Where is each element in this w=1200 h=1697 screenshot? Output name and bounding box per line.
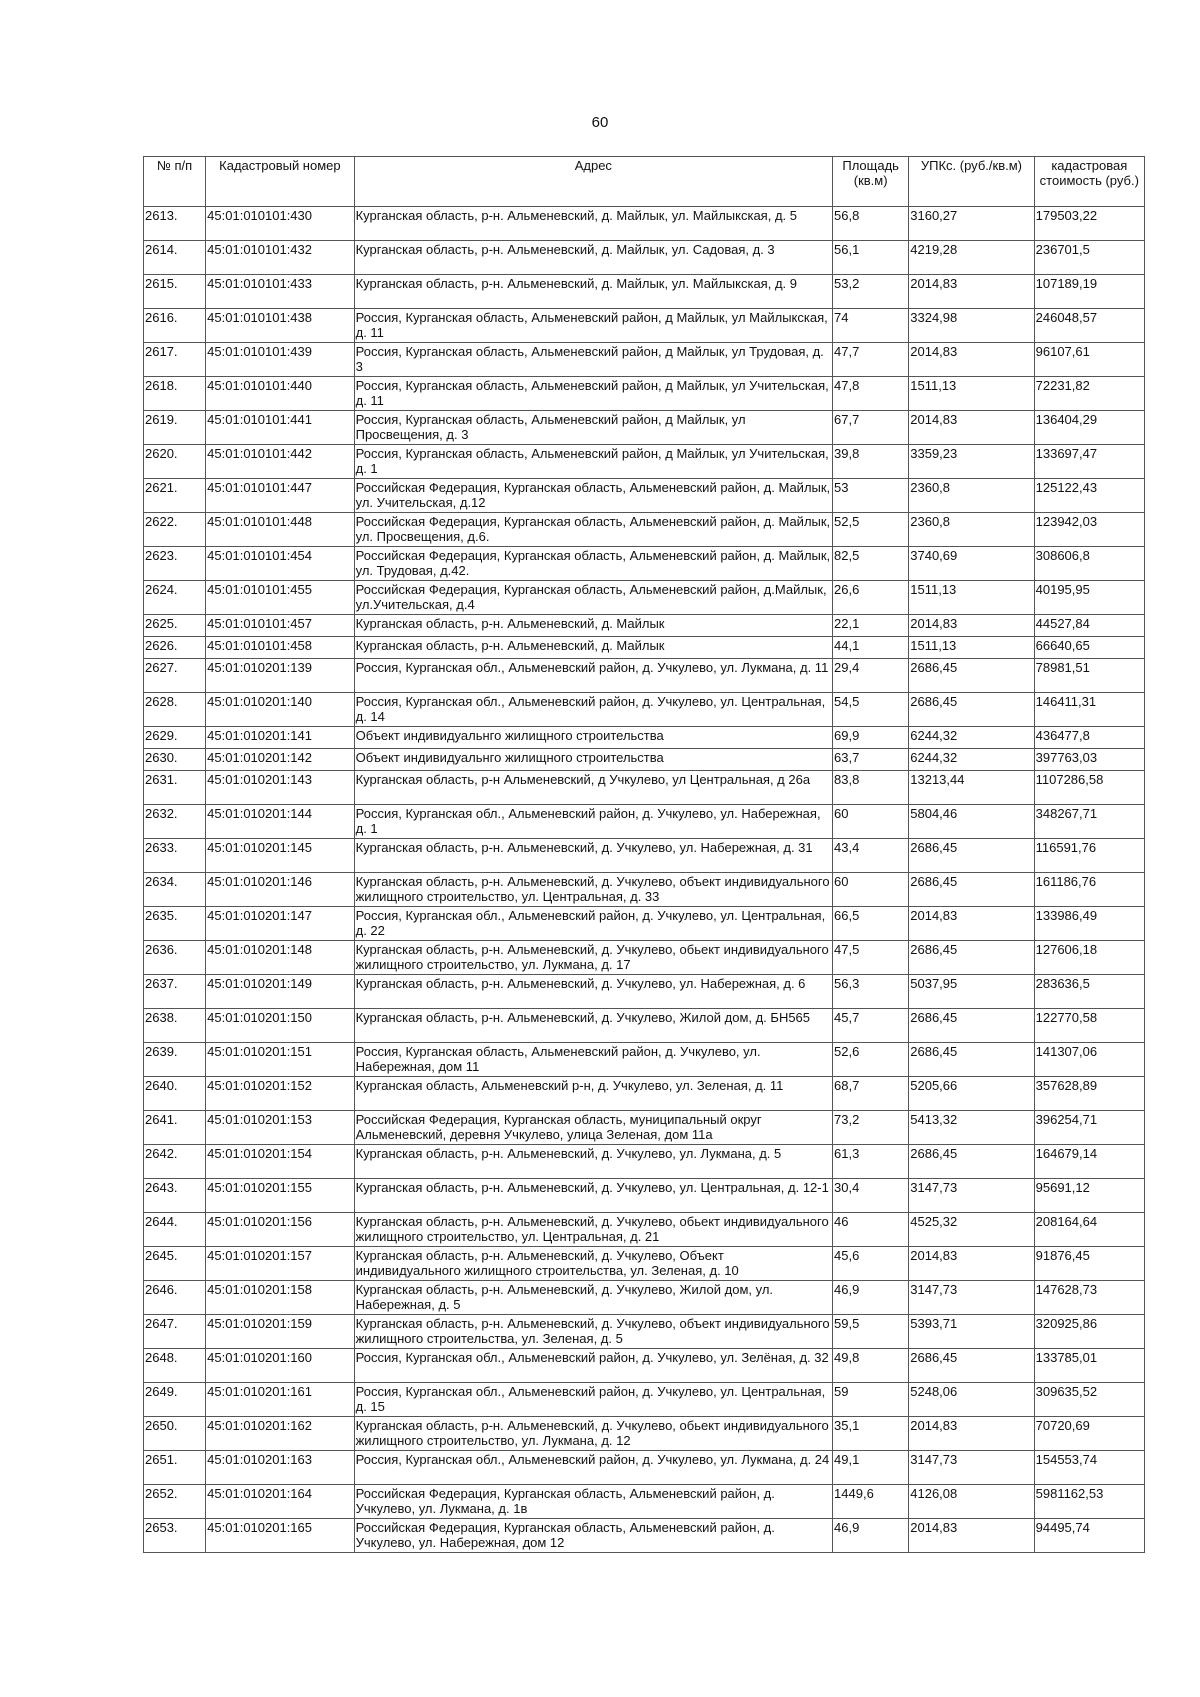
cell-address: Россия, Курганская область, Альменевский район, д Майлык, ул Учительская, д. 1 xyxy=(354,445,832,479)
cell-cadastral-number: 45:01:010201:154 xyxy=(206,1145,354,1179)
cell-upks: 2686,45 xyxy=(909,1349,1034,1383)
cell-area: 63,7 xyxy=(833,749,909,771)
cell-cadastral-number: 45:01:010101:448 xyxy=(206,513,354,547)
cell-cadastral-number: 45:01:010201:162 xyxy=(206,1417,354,1451)
cell-address: Курганская область, р-н. Альменевский, д. Учкулево, объект индивидуального жилищного строительство, ул. Центральная, д. 33 xyxy=(354,873,832,907)
cell-area: 53 xyxy=(833,479,909,513)
cell-address: Курганская область, р-н. Альменевский, д. Учкулево, Жилой дом, ул. Набережная, д. 5 xyxy=(354,1281,832,1315)
cell-cadastral-cost: 133986,49 xyxy=(1034,907,1144,941)
cell-cadastral-number: 45:01:010101:433 xyxy=(206,275,354,309)
cell-upks: 3324,98 xyxy=(909,309,1034,343)
cell-address: Российская Федерация, Курганская область, Альменевский район, д. Учкулево, ул. Лукмана, д. 1в xyxy=(354,1485,832,1519)
table-row xyxy=(144,1077,1145,1111)
page-number: 60 xyxy=(591,114,609,131)
cell-upks: 1511,13 xyxy=(909,377,1034,411)
cell-cadastral-cost: 136404,29 xyxy=(1034,411,1144,445)
cell-cadastral-number: 45:01:010101:442 xyxy=(206,445,354,479)
cell-num: 2629. xyxy=(144,727,206,749)
cell-area: 39,8 xyxy=(833,445,909,479)
cell-cadastral-number: 45:01:010201:163 xyxy=(206,1451,354,1485)
cell-num: 2639. xyxy=(144,1043,206,1077)
header-num: № п/п xyxy=(144,157,206,207)
cell-upks: 3740,69 xyxy=(909,547,1034,581)
cell-num: 2623. xyxy=(144,547,206,581)
cell-address: Россия, Курганская область, Альменевский район, д Майлык, ул Трудовая, д. 3 xyxy=(354,343,832,377)
cell-address: Россия, Курганская обл., Альменевский район, д. Учкулево, ул. Центральная, д. 15 xyxy=(354,1383,832,1417)
cell-cadastral-number: 45:01:010201:144 xyxy=(206,805,354,839)
cell-address: Курганская область, р-н. Альменевский, д. Майлык xyxy=(354,637,832,659)
cell-num: 2635. xyxy=(144,907,206,941)
table-row xyxy=(144,693,1145,727)
cell-area: 59 xyxy=(833,1383,909,1417)
cell-num: 2622. xyxy=(144,513,206,547)
cell-upks: 3147,73 xyxy=(909,1281,1034,1315)
cell-area: 52,6 xyxy=(833,1043,909,1077)
table-row xyxy=(144,377,1145,411)
cell-upks: 13213,44 xyxy=(909,771,1034,805)
cell-cadastral-cost: 236701,5 xyxy=(1034,241,1144,275)
cell-upks: 3147,73 xyxy=(909,1451,1034,1485)
cell-num: 2618. xyxy=(144,377,206,411)
cell-cadastral-cost: 95691,12 xyxy=(1034,1179,1144,1213)
cell-cadastral-cost: 396254,71 xyxy=(1034,1111,1144,1145)
cell-cadastral-cost: 123942,03 xyxy=(1034,513,1144,547)
cell-cadastral-number: 45:01:010201:164 xyxy=(206,1485,354,1519)
cell-cadastral-cost: 40195,95 xyxy=(1034,581,1144,615)
cell-area: 26,6 xyxy=(833,581,909,615)
cell-num: 2643. xyxy=(144,1179,206,1213)
cell-num: 2614. xyxy=(144,241,206,275)
cell-num: 2634. xyxy=(144,873,206,907)
cell-address: Россия, Курганская область, Альменевский район, д Майлык, ул Учительская, д. 11 xyxy=(354,377,832,411)
cell-cadastral-cost: 107189,19 xyxy=(1034,275,1144,309)
cell-area: 49,1 xyxy=(833,1451,909,1485)
cell-upks: 5413,32 xyxy=(909,1111,1034,1145)
cell-cadastral-cost: 66640,65 xyxy=(1034,637,1144,659)
cell-upks: 3160,27 xyxy=(909,207,1034,241)
cell-cadastral-number: 45:01:010201:146 xyxy=(206,873,354,907)
cell-num: 2616. xyxy=(144,309,206,343)
table-row xyxy=(144,479,1145,513)
cell-area: 52,5 xyxy=(833,513,909,547)
cell-address: Россия, Курганская обл., Альменевский район, д. Учкулево, ул. Набережная, д. 1 xyxy=(354,805,832,839)
cell-area: 29,4 xyxy=(833,659,909,693)
cell-cadastral-number: 45:01:010101:440 xyxy=(206,377,354,411)
cell-area: 60 xyxy=(833,873,909,907)
cell-upks: 2014,83 xyxy=(909,1519,1034,1553)
cell-cadastral-cost: 308606,8 xyxy=(1034,547,1144,581)
cell-num: 2637. xyxy=(144,975,206,1009)
cell-address: Россия, Курганская обл., Альменевский район, д. Учкулево, ул. Центральная, д. 22 xyxy=(354,907,832,941)
cell-area: 47,8 xyxy=(833,377,909,411)
cell-area: 83,8 xyxy=(833,771,909,805)
table-header-row xyxy=(144,157,1145,207)
cell-num: 2619. xyxy=(144,411,206,445)
table-row xyxy=(144,1247,1145,1281)
cell-cadastral-cost: 348267,71 xyxy=(1034,805,1144,839)
cell-cadastral-number: 45:01:010201:159 xyxy=(206,1315,354,1349)
cell-cadastral-cost: 44527,84 xyxy=(1034,615,1144,637)
table-row xyxy=(144,1315,1145,1349)
cell-area: 45,6 xyxy=(833,1247,909,1281)
cell-area: 60 xyxy=(833,805,909,839)
table-row xyxy=(144,1383,1145,1417)
cell-area: 30,4 xyxy=(833,1179,909,1213)
cell-cadastral-number: 45:01:010201:149 xyxy=(206,975,354,1009)
cell-area: 56,8 xyxy=(833,207,909,241)
header-area: Площадь (кв.м) xyxy=(833,157,909,207)
cell-address: Курганская область, р-н. Альменевский, д. Майлык, ул. Майлыкская, д. 5 xyxy=(354,207,832,241)
cell-cadastral-number: 45:01:010201:160 xyxy=(206,1349,354,1383)
cell-upks: 2686,45 xyxy=(909,659,1034,693)
cell-cadastral-cost: 146411,31 xyxy=(1034,693,1144,727)
cell-area: 35,1 xyxy=(833,1417,909,1451)
cell-num: 2626. xyxy=(144,637,206,659)
cell-address: Россия, Курганская область, Альменевский район, д Майлык, ул Просвещения, д. 3 xyxy=(354,411,832,445)
table-row xyxy=(144,241,1145,275)
table-row xyxy=(144,1043,1145,1077)
cell-cadastral-number: 45:01:010201:139 xyxy=(206,659,354,693)
cell-cadastral-number: 45:01:010101:432 xyxy=(206,241,354,275)
cell-area: 22,1 xyxy=(833,615,909,637)
cell-cadastral-cost: 133785,01 xyxy=(1034,1349,1144,1383)
cell-upks: 1511,13 xyxy=(909,581,1034,615)
cell-cadastral-cost: 283636,5 xyxy=(1034,975,1144,1009)
cell-num: 2620. xyxy=(144,445,206,479)
cell-address: Курганская область, р-н. Альменевский, д. Майлык, ул. Майлыкская, д. 9 xyxy=(354,275,832,309)
cell-cadastral-cost: 72231,82 xyxy=(1034,377,1144,411)
table-row xyxy=(144,1145,1145,1179)
cell-num: 2617. xyxy=(144,343,206,377)
cell-cadastral-number: 45:01:010201:152 xyxy=(206,1077,354,1111)
cell-area: 68,7 xyxy=(833,1077,909,1111)
cell-area: 59,5 xyxy=(833,1315,909,1349)
cell-cadastral-cost: 133697,47 xyxy=(1034,445,1144,479)
cell-area: 82,5 xyxy=(833,547,909,581)
table-row xyxy=(144,309,1145,343)
cell-area: 66,5 xyxy=(833,907,909,941)
cell-area: 69,9 xyxy=(833,727,909,749)
cell-address: Россия, Курганская область, Альменевский район, д. Учкулево, ул. Набережная, дом 11 xyxy=(354,1043,832,1077)
table-row xyxy=(144,1451,1145,1485)
cell-upks: 2686,45 xyxy=(909,873,1034,907)
cell-cadastral-cost: 116591,76 xyxy=(1034,839,1144,873)
header-address: Адрес xyxy=(354,157,832,207)
cell-address: Объект индивидуальнго жилищного строительства xyxy=(354,727,832,749)
cell-cadastral-cost: 309635,52 xyxy=(1034,1383,1144,1417)
table-row xyxy=(144,547,1145,581)
cell-cadastral-cost: 179503,22 xyxy=(1034,207,1144,241)
cell-cadastral-number: 45:01:010201:140 xyxy=(206,693,354,727)
cell-upks: 6244,32 xyxy=(909,749,1034,771)
cell-cadastral-number: 45:01:010101:441 xyxy=(206,411,354,445)
cell-num: 2648. xyxy=(144,1349,206,1383)
cell-upks: 5205,66 xyxy=(909,1077,1034,1111)
cell-cadastral-number: 45:01:010201:145 xyxy=(206,839,354,873)
cell-area: 67,7 xyxy=(833,411,909,445)
cell-address: Курганская область, р-н. Альменевский, д. Учкулево, ул. Центральная, д. 12-1 xyxy=(354,1179,832,1213)
cell-address: Россия, Курганская обл., Альменевский район, д. Учкулево, ул. Лукмана, д. 11 xyxy=(354,659,832,693)
cell-cadastral-cost: 78981,51 xyxy=(1034,659,1144,693)
cell-area: 43,4 xyxy=(833,839,909,873)
cell-cadastral-cost: 154553,74 xyxy=(1034,1451,1144,1485)
cell-area: 73,2 xyxy=(833,1111,909,1145)
cell-cadastral-number: 45:01:010201:153 xyxy=(206,1111,354,1145)
cell-num: 2621. xyxy=(144,479,206,513)
cell-cadastral-number: 45:01:010201:148 xyxy=(206,941,354,975)
cell-address: Российская Федерация, Курганская область, Альменевский район, д.Майлык, ул.Учительская, д.4 xyxy=(354,581,832,615)
cell-cadastral-number: 45:01:010101:457 xyxy=(206,615,354,637)
cell-cadastral-cost: 127606,18 xyxy=(1034,941,1144,975)
cell-area: 46,9 xyxy=(833,1281,909,1315)
table-row xyxy=(144,207,1145,241)
cell-cadastral-number: 45:01:010101:458 xyxy=(206,637,354,659)
cell-upks: 2686,45 xyxy=(909,839,1034,873)
table-row xyxy=(144,659,1145,693)
cell-address: Курганская область, р-н. Альменевский, д. Учкулево, Объект индивидуального жилищного строительства, ул. Зеленая, д. 10 xyxy=(354,1247,832,1281)
cell-cadastral-cost: 5981162,53 xyxy=(1034,1485,1144,1519)
cell-upks: 5804,46 xyxy=(909,805,1034,839)
cell-area: 61,3 xyxy=(833,1145,909,1179)
table-row xyxy=(144,805,1145,839)
cell-cadastral-number: 45:01:010201:143 xyxy=(206,771,354,805)
cell-address: Курганская область, р-н. Альменевский, д. Учкулево, обьект индивидуального жилищного строительство, ул. Лукмана, д. 17 xyxy=(354,941,832,975)
table-row xyxy=(144,1519,1145,1553)
table-row xyxy=(144,1417,1145,1451)
cell-num: 2642. xyxy=(144,1145,206,1179)
cell-num: 2650. xyxy=(144,1417,206,1451)
table-row xyxy=(144,749,1145,771)
cell-address: Российская Федерация, Курганская область, Альменевский район, д. Майлык, ул. Учительская, д.12 xyxy=(354,479,832,513)
cell-cadastral-cost: 208164,64 xyxy=(1034,1213,1144,1247)
cell-cadastral-number: 45:01:010201:158 xyxy=(206,1281,354,1315)
cell-upks: 3359,23 xyxy=(909,445,1034,479)
table-row xyxy=(144,907,1145,941)
cell-cadastral-number: 45:01:010101:454 xyxy=(206,547,354,581)
cell-cadastral-cost: 141307,06 xyxy=(1034,1043,1144,1077)
cell-num: 2649. xyxy=(144,1383,206,1417)
cell-cadastral-number: 45:01:010101:447 xyxy=(206,479,354,513)
cell-address: Курганская область, р-н. Альменевский, д. Учкулево, ул. Набережная, д. 6 xyxy=(354,975,832,1009)
cell-upks: 4219,28 xyxy=(909,241,1034,275)
cell-area: 74 xyxy=(833,309,909,343)
cell-cadastral-cost: 246048,57 xyxy=(1034,309,1144,343)
cell-area: 49,8 xyxy=(833,1349,909,1383)
cell-cadastral-cost: 397763,03 xyxy=(1034,749,1144,771)
cell-upks: 5248,06 xyxy=(909,1383,1034,1417)
cell-upks: 2014,83 xyxy=(909,615,1034,637)
cell-address: Курганская область, р-н. Альменевский, д. Майлык, ул. Садовая, д. 3 xyxy=(354,241,832,275)
cell-cadastral-number: 45:01:010201:161 xyxy=(206,1383,354,1417)
cell-num: 2615. xyxy=(144,275,206,309)
cell-upks: 2686,45 xyxy=(909,1145,1034,1179)
cell-num: 2632. xyxy=(144,805,206,839)
table-row xyxy=(144,1281,1145,1315)
cell-num: 2640. xyxy=(144,1077,206,1111)
cell-upks: 2014,83 xyxy=(909,343,1034,377)
cell-address: Российская Федерация, Курганская область, муниципальный округ Альменевский, деревня Учкулево, улица Зеленая, дом 11а xyxy=(354,1111,832,1145)
cell-num: 2653. xyxy=(144,1519,206,1553)
cell-num: 2644. xyxy=(144,1213,206,1247)
cell-upks: 2014,83 xyxy=(909,411,1034,445)
cell-cadastral-number: 45:01:010201:156 xyxy=(206,1213,354,1247)
header-cadastral-cost: кадастровая стоимость (руб.) xyxy=(1034,157,1144,207)
cell-upks: 2014,83 xyxy=(909,1417,1034,1451)
cell-address: Курганская область, р-н. Альменевский, д. Учкулево, обьект индивидуального жилищного строительство, ул. Центральная, д. 21 xyxy=(354,1213,832,1247)
table-row xyxy=(144,975,1145,1009)
cell-upks: 2360,8 xyxy=(909,479,1034,513)
cell-num: 2613. xyxy=(144,207,206,241)
table-row xyxy=(144,727,1145,749)
cell-upks: 1511,13 xyxy=(909,637,1034,659)
cell-upks: 2014,83 xyxy=(909,1247,1034,1281)
cell-num: 2628. xyxy=(144,693,206,727)
cell-cadastral-number: 45:01:010201:150 xyxy=(206,1009,354,1043)
table-row xyxy=(144,581,1145,615)
cell-address: Российская Федерация, Курганская область, Альменевский район, д. Майлык, ул. Просвещения, д.6. xyxy=(354,513,832,547)
table-row xyxy=(144,411,1145,445)
table-row xyxy=(144,771,1145,805)
table-row xyxy=(144,941,1145,975)
cell-cadastral-cost: 164679,14 xyxy=(1034,1145,1144,1179)
cell-cadastral-cost: 94495,74 xyxy=(1034,1519,1144,1553)
cell-cadastral-cost: 70720,69 xyxy=(1034,1417,1144,1451)
cell-cadastral-cost: 436477,8 xyxy=(1034,727,1144,749)
cell-area: 54,5 xyxy=(833,693,909,727)
cell-upks: 2014,83 xyxy=(909,275,1034,309)
cell-address: Курганская область, р-н. Альменевский, д. Учкулево, ул. Набережная, д. 31 xyxy=(354,839,832,873)
cell-num: 2652. xyxy=(144,1485,206,1519)
cell-upks: 2686,45 xyxy=(909,1009,1034,1043)
cell-cadastral-number: 45:01:010101:439 xyxy=(206,343,354,377)
cell-cadastral-number: 45:01:010201:142 xyxy=(206,749,354,771)
table-row xyxy=(144,873,1145,907)
cell-area: 53,2 xyxy=(833,275,909,309)
cell-cadastral-cost: 161186,76 xyxy=(1034,873,1144,907)
header-cadastral-number: Кадастровый номер xyxy=(206,157,354,207)
table-row xyxy=(144,513,1145,547)
table-row xyxy=(144,275,1145,309)
cell-cadastral-number: 45:01:010201:155 xyxy=(206,1179,354,1213)
cell-upks: 5393,71 xyxy=(909,1315,1034,1349)
cell-address: Российская Федерация, Курганская область, Альменевский район, д. Учкулево, ул. Набережная, дом 12 xyxy=(354,1519,832,1553)
table-row xyxy=(144,1213,1145,1247)
cell-cadastral-number: 45:01:010201:147 xyxy=(206,907,354,941)
cell-cadastral-cost: 122770,58 xyxy=(1034,1009,1144,1043)
header-upks: УПКс. (руб./кв.м) xyxy=(909,157,1034,207)
cell-address: Курганская область, р-н. Альменевский, д. Майлык xyxy=(354,615,832,637)
cell-area: 45,7 xyxy=(833,1009,909,1043)
cell-num: 2636. xyxy=(144,941,206,975)
cell-cadastral-cost: 125122,43 xyxy=(1034,479,1144,513)
cell-address: Курганская область, р-н. Альменевский, д. Учкулево, обьект индивидуального жилищного строительство, ул. Лукмана, д. 12 xyxy=(354,1417,832,1451)
cell-area: 46 xyxy=(833,1213,909,1247)
table-row xyxy=(144,445,1145,479)
cell-area: 56,1 xyxy=(833,241,909,275)
cell-address: Курганская область, р-н. Альменевский, д. Учкулево, ул. Лукмана, д. 5 xyxy=(354,1145,832,1179)
table-row xyxy=(144,615,1145,637)
cell-address: Курганская область, р-н. Альменевский, д. Учкулево, Жилой дом, д. БН565 xyxy=(354,1009,832,1043)
cell-upks: 2686,45 xyxy=(909,693,1034,727)
cell-area: 44,1 xyxy=(833,637,909,659)
cell-address: Курганская область, р-н Альменевский, д Учкулево, ул Центральная, д 26а xyxy=(354,771,832,805)
cell-address: Российская Федерация, Курганская область, Альменевский район, д. Майлык, ул. Трудовая, д.42. xyxy=(354,547,832,581)
cell-cadastral-number: 45:01:010101:455 xyxy=(206,581,354,615)
cell-num: 2647. xyxy=(144,1315,206,1349)
cell-upks: 6244,32 xyxy=(909,727,1034,749)
cell-area: 46,9 xyxy=(833,1519,909,1553)
cell-address: Россия, Курганская обл., Альменевский район, д. Учкулево, ул. Зелёная, д. 32 xyxy=(354,1349,832,1383)
cell-cadastral-number: 45:01:010201:165 xyxy=(206,1519,354,1553)
cell-area: 47,5 xyxy=(833,941,909,975)
cell-upks: 4126,08 xyxy=(909,1485,1034,1519)
cell-upks: 2360,8 xyxy=(909,513,1034,547)
cell-num: 2625. xyxy=(144,615,206,637)
cell-address: Курганская область, р-н. Альменевский, д. Учкулево, объект индивидуального жилищного строительства, ул. Зеленая, д. 5 xyxy=(354,1315,832,1349)
cell-address: Курганская область, Альменевский р-н, д. Учкулево, ул. Зеленая, д. 11 xyxy=(354,1077,832,1111)
cell-cadastral-cost: 320925,86 xyxy=(1034,1315,1144,1349)
table-row xyxy=(144,839,1145,873)
cell-upks: 4525,32 xyxy=(909,1213,1034,1247)
cell-cadastral-number: 45:01:010101:430 xyxy=(206,207,354,241)
cell-cadastral-cost: 147628,73 xyxy=(1034,1281,1144,1315)
cell-cadastral-number: 45:01:010201:157 xyxy=(206,1247,354,1281)
table-row xyxy=(144,1179,1145,1213)
cell-address: Россия, Курганская обл., Альменевский район, д. Учкулево, ул. Центральная, д. 14 xyxy=(354,693,832,727)
cell-address: Россия, Курганская область, Альменевский район, д Майлык, ул Майлыкская, д. 11 xyxy=(354,309,832,343)
cell-area: 56,3 xyxy=(833,975,909,1009)
cell-num: 2630. xyxy=(144,749,206,771)
cell-cadastral-cost: 96107,61 xyxy=(1034,343,1144,377)
cell-address: Объект индивидуальнго жилищного строительства xyxy=(354,749,832,771)
cell-upks: 2686,45 xyxy=(909,941,1034,975)
cell-cadastral-number: 45:01:010101:438 xyxy=(206,309,354,343)
table-row xyxy=(144,1485,1145,1519)
table-row xyxy=(144,637,1145,659)
cell-num: 2638. xyxy=(144,1009,206,1043)
table-row xyxy=(144,343,1145,377)
cell-num: 2633. xyxy=(144,839,206,873)
cell-area: 1449,6 xyxy=(833,1485,909,1519)
table-row xyxy=(144,1009,1145,1043)
cell-num: 2641. xyxy=(144,1111,206,1145)
cell-cadastral-cost: 1107286,58 xyxy=(1034,771,1144,805)
table-row xyxy=(144,1349,1145,1383)
cell-area: 47,7 xyxy=(833,343,909,377)
table-row xyxy=(144,1111,1145,1145)
cell-num: 2631. xyxy=(144,771,206,805)
cell-num: 2624. xyxy=(144,581,206,615)
cell-num: 2646. xyxy=(144,1281,206,1315)
cell-upks: 3147,73 xyxy=(909,1179,1034,1213)
cell-upks: 2686,45 xyxy=(909,1043,1034,1077)
cell-cadastral-cost: 91876,45 xyxy=(1034,1247,1144,1281)
cell-num: 2651. xyxy=(144,1451,206,1485)
cell-address: Россия, Курганская обл., Альменевский район, д. Учкулево, ул. Лукмана, д. 24 xyxy=(354,1451,832,1485)
cell-cadastral-number: 45:01:010201:141 xyxy=(206,727,354,749)
cell-num: 2645. xyxy=(144,1247,206,1281)
cell-num: 2627. xyxy=(144,659,206,693)
cell-cadastral-number: 45:01:010201:151 xyxy=(206,1043,354,1077)
cadastral-value-table xyxy=(143,156,1145,1553)
cell-upks: 5037,95 xyxy=(909,975,1034,1009)
cell-cadastral-cost: 357628,89 xyxy=(1034,1077,1144,1111)
cell-upks: 2014,83 xyxy=(909,907,1034,941)
